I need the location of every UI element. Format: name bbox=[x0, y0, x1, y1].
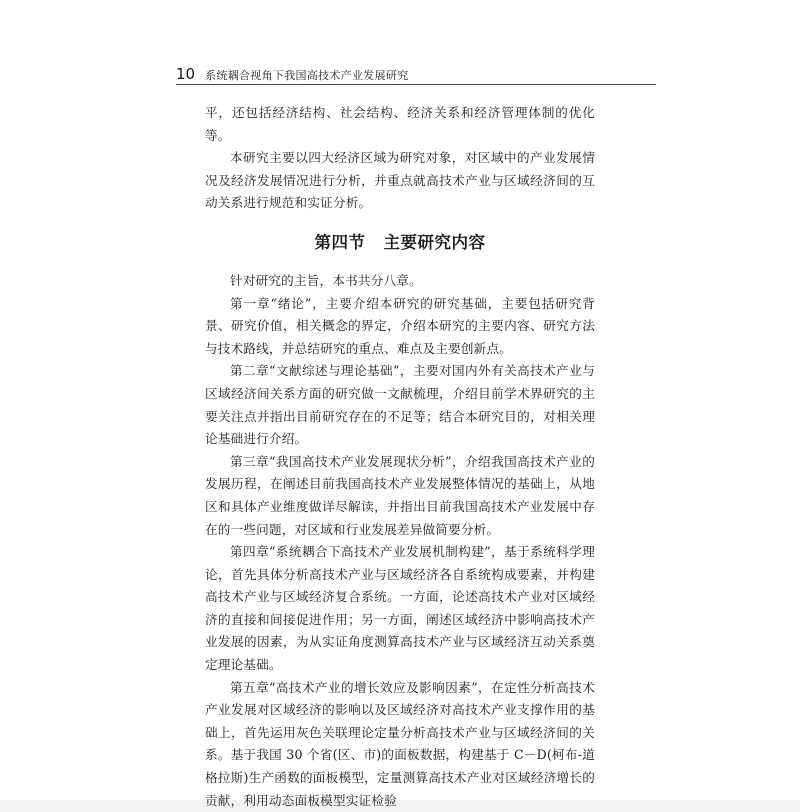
book-title: 系统耦合视角下我国高技术产业发展研究 bbox=[205, 69, 409, 82]
page-body bbox=[205, 102, 595, 812]
paragraph: 第二章“文献综述与理论基础”，主要对国内外有关高技术产业与区域经济间关系方面的研究做一文献梳理，介绍目前学术界研究的主要关注点并指出目前研究存在的不足等；结合本研究目的，对相关理论基础进行介绍。 bbox=[205, 363, 595, 447]
paragraph: 第一章“绪论”，主要介绍本研究的研究基础，主要包括研究背景、研究价值，相关概念的界定，介绍本研究的主要内容、研究方法与技术路线，并总结研究的重点、难点及主要创新点。 bbox=[205, 295, 595, 356]
section-number: 第四节 bbox=[314, 232, 366, 252]
running-header bbox=[176, 64, 656, 85]
paragraph: 本研究主要以四大经济区域为研究对象，对区域中的产业发展情况及经济发展情况进行分析，并重点就高技术产业与区域经济间的互动关系进行规范和实证分析。 bbox=[205, 150, 595, 211]
paragraph: 第四章“系统耦合下高技术产业发展机制构建”，基于系统科学理论，首先具体分析高技术产业与区域经济各自系统构成要素，并构建高技术产业与区域经济复合系统。一方面，论述高技术产业对区域经济的直接和间接促进作用；另一方面，阐述区域经济中影响高技术产业发展的因素，为从实证角度测算高技术产业与区域经济互动关系奠定理论基础。 bbox=[205, 544, 595, 673]
paragraph: 第三章“我国高技术产业发展现状分析”，介绍我国高技术产业的发展历程，在阐述目前我国高技术产业发展整体情况的基础上，从地区和具体产业维度做详尽解读，并指出目前我国高技术产业发展中存在的一些问题，对区域和行业发展差异做简要分析。 bbox=[205, 453, 595, 537]
paragraph: 平，还包括经济结构、社会结构、经济关系和经济管理体制的优化等。 bbox=[205, 105, 595, 143]
paragraph: 针对研究的主旨，本书共分八章。 bbox=[230, 272, 422, 288]
paragraph: 第五章“高技术产业的增长效应及影响因素”，在定性分析高技术产业发展对区域经济的影响以及区域经济对高技术产业支撑作用的基础上，首先运用灰色关联理论定量分析高技术产业与区域经济间的关系。基于我国 30 个省(区、市)的面板数据，构建基于 C－D(柯布-道格拉斯)生产函数的面板模型，定量测算高技术产业对区域经济增长的贡献，利用动态面板模型实证检验 bbox=[205, 679, 595, 808]
section-heading bbox=[205, 225, 595, 261]
page-number: 10 bbox=[176, 65, 196, 83]
section-title: 主要研究内容 bbox=[383, 232, 486, 252]
